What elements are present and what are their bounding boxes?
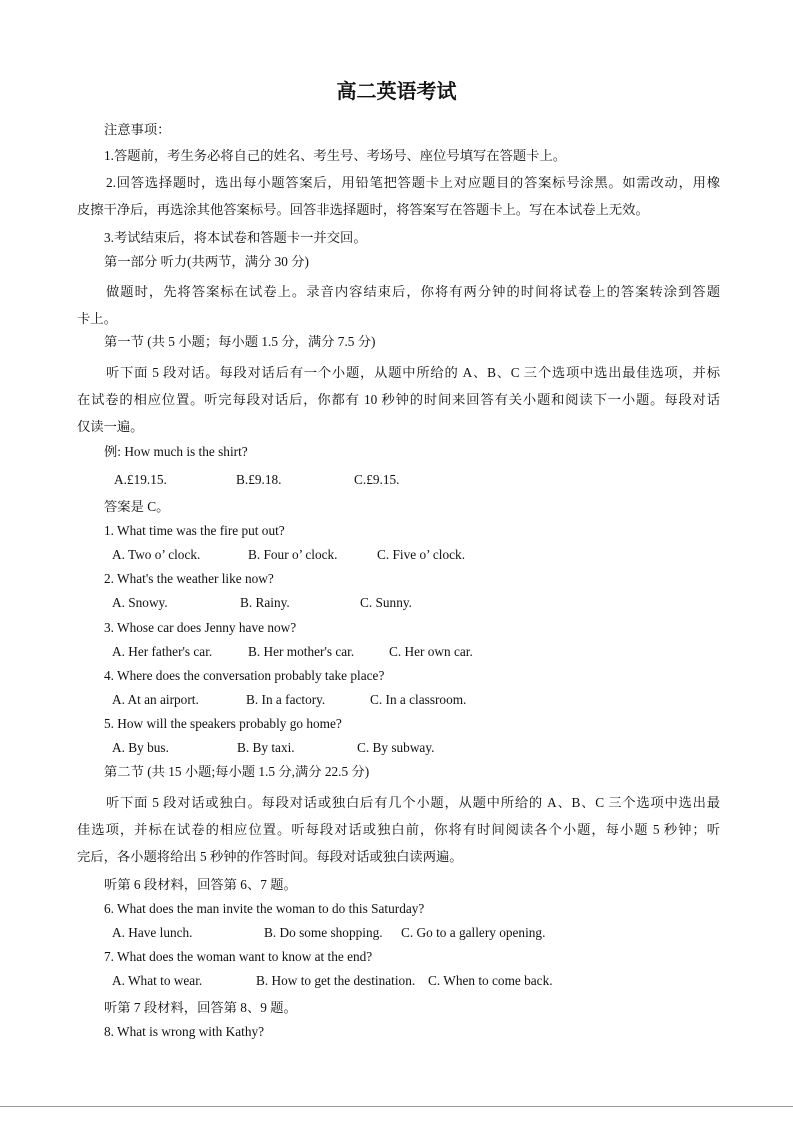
q5-option-a: A. By bus.	[112, 740, 169, 755]
question-4: 4. Where does the conversation probably take place?	[104, 668, 385, 683]
question-3: 3. Whose car does Jenny have now?	[104, 620, 297, 635]
section1-heading: 第一节 (共 5 小题；每小题 1.5 分，满分 7.5 分)	[104, 334, 376, 349]
material-6-instruction: 听第 6 段材料，回答第 6、7 题。	[104, 877, 297, 892]
example-question: 例: How much is the shirt?	[104, 444, 248, 459]
q1-option-c: C. Five o’ clock.	[377, 547, 466, 562]
example-option-a: A.£19.15.	[114, 472, 167, 487]
q7-option-c: C. When to come back.	[428, 973, 553, 988]
notice-item-1: 1.答题前，考生务必将自己的姓名、考生号、考场号、座位号填写在答题卡上。	[104, 148, 567, 163]
section2-heading: 第二节 (共 15 小题;每小题 1.5 分,满分 22.5 分)	[104, 764, 370, 779]
notice-item-2-line-2: 皮擦干净后，再选涂其他答案标号。回答非选择题时，将答案写在答题卡上。写在本试卷上无效。	[77, 202, 649, 217]
part1-heading: 第一部分 听力(共两节，满分 30 分)	[104, 254, 309, 269]
q4-option-b: B. In a factory.	[246, 692, 326, 707]
q5-option-c: C. By subway.	[357, 740, 435, 755]
page-bottom-rule	[0, 1106, 793, 1107]
q4-option-a: A. At an airport.	[112, 692, 199, 707]
q3-option-c: C. Her own car.	[389, 644, 473, 659]
q2-option-a: A. Snowy.	[112, 595, 168, 610]
notice-heading: 注意事项：	[104, 122, 171, 137]
q5-option-b: B. By taxi.	[237, 740, 295, 755]
q1-option-b: B. Four o’ clock.	[248, 547, 338, 562]
question-2: 2. What's the weather like now?	[104, 571, 274, 586]
part1-intro-line-2: 卡上。	[77, 311, 117, 326]
question-7: 7. What does the woman want to know at the end?	[104, 949, 373, 964]
q6-option-b: B. Do some shopping.	[264, 925, 383, 940]
q3-option-a: A. Her father's car.	[112, 644, 213, 659]
q6-option-c: C. Go to a gallery opening.	[401, 925, 546, 940]
q6-option-a: A. Have lunch.	[112, 925, 193, 940]
section1-intro-line-1: 听下面 5 段对话。每段对话后有一个小题，从题中所给的 A、B、C 三个选项中选出最佳选项，并标	[106, 365, 720, 380]
section2-intro-line-3: 完后，各小题将给出 5 秒钟的作答时间。每段对话或独白读两遍。	[77, 849, 463, 864]
q7-option-b: B. How to get the destination.	[256, 973, 416, 988]
example-option-b: B.£9.18.	[236, 472, 282, 487]
question-6: 6. What does the man invite the woman to do this Saturday?	[104, 901, 425, 916]
example-option-c: C.£9.15.	[354, 472, 400, 487]
section2-intro-line-1: 听下面 5 段对话或独白。每段对话或独白后有几个小题，从题中所给的 A、B、C 三个选项中选出最	[106, 795, 720, 810]
section1-intro-line-3: 仅读一遍。	[77, 419, 144, 434]
q2-option-b: B. Rainy.	[240, 595, 290, 610]
q1-option-a: A. Two o’ clock.	[112, 547, 201, 562]
q7-option-a: A. What to wear.	[112, 973, 203, 988]
notice-item-3: 3.考试结束后，将本试卷和答题卡一并交回。	[104, 230, 367, 245]
section1-intro-line-2: 在试卷的相应位置。听完每段对话后，你都有 10 秒钟的时间来回答有关小题和阅读下一小题。每段对话	[77, 392, 720, 407]
q3-option-b: B. Her mother's car.	[248, 644, 355, 659]
question-1: 1. What time was the fire put out?	[104, 523, 285, 538]
q2-option-c: C. Sunny.	[360, 595, 412, 610]
material-7-instruction: 听第 7 段材料，回答第 8、9 题。	[104, 1000, 297, 1015]
section2-intro-line-2: 佳选项，并标在试卷的相应位置。听每段对话或独白前，你将有时间阅读各个小题，每小题 5 秒钟；听	[77, 822, 720, 837]
q4-option-c: C. In a classroom.	[370, 692, 467, 707]
example-answer: 答案是 C。	[104, 499, 170, 514]
question-8: 8. What is wrong with Kathy?	[104, 1024, 265, 1039]
part1-intro-line-1: 做题时，先将答案标在试卷上。录音内容结束后，你将有两分钟的时间将试卷上的答案转涂到答题	[106, 284, 720, 299]
notice-item-2-line-1: 2.回答选择题时，选出每小题答案后，用铅笔把答题卡上对应题目的答案标号涂黑。如需改动，用橡	[106, 175, 720, 190]
question-5: 5. How will the speakers probably go home?	[104, 716, 342, 731]
page-title: 高二英语考试	[336, 81, 457, 103]
